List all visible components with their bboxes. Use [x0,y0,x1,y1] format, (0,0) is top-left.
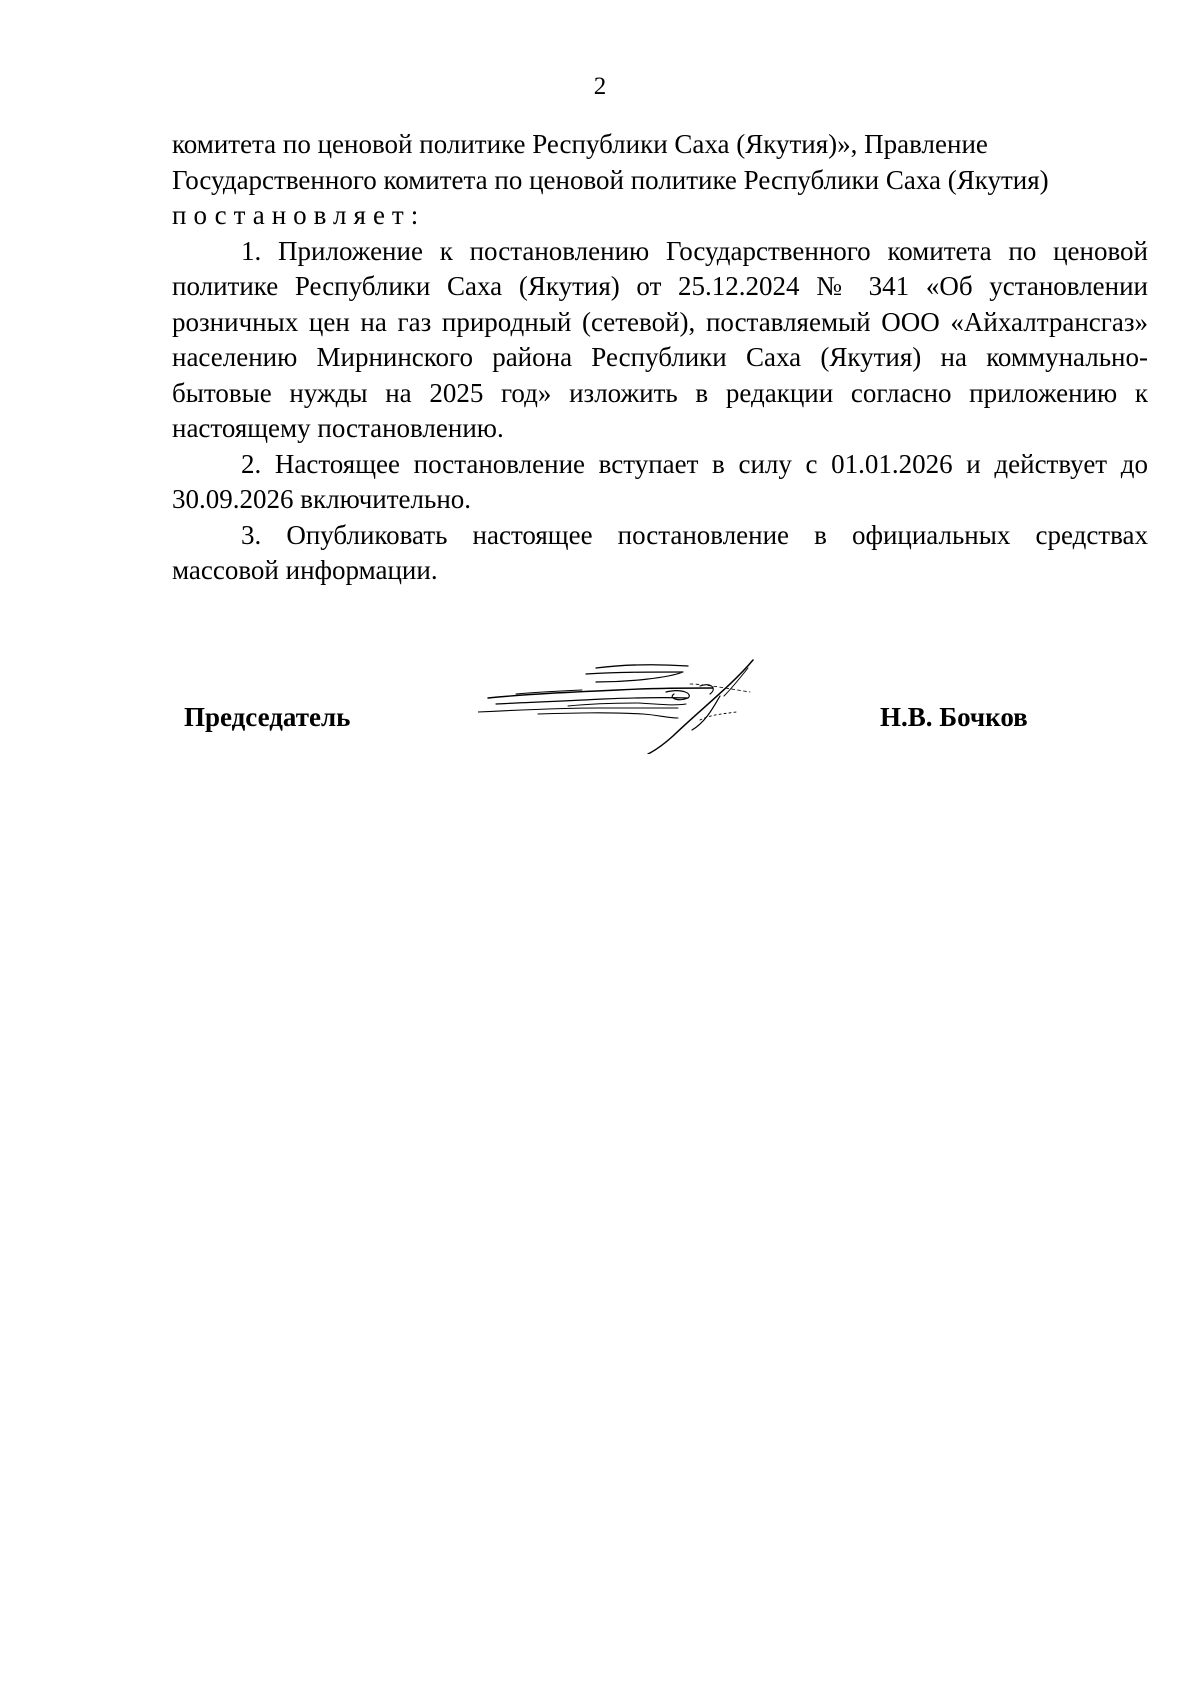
document-body [172,127,1148,589]
item-2: 2. Настоящее постановление вступает в силу с 01.01.2026 и действует до 30.09.2026 включительно. [172,448,1148,514]
resolves-word: постановляет: [172,200,426,230]
signer-name: Н.В. Бочков [880,702,1028,732]
intro-line-1: комитета по ценовой политике Республики Саха (Якутия)», Правление [172,129,988,159]
page-number: 2 [593,73,607,100]
intro-line-2: Государственного комитета по ценовой политике Республики Саха (Якутия) [172,164,1049,195]
item-1: 1. Приложение к постановлению Государственного комитета по ценовой политике Республики Саха (Якутия) от 25.12.2024 № 341 «Об установлении розничных цен на газ природный (сетевой), поставляемый ООО «Айхалтрансгаз» населению Мирнинского района Республики Саха (Якутия) на коммунально-бытовые нужды на 2025 год» изложить в редакции согласно приложению к настоящему постановлению. [172,235,1148,443]
signer-title: Председатель [184,702,351,732]
handwritten-signature [478,648,780,754]
item-3: 3. Опубликовать настоящее постановление в официальных средствах массовой информации. [172,519,1148,585]
